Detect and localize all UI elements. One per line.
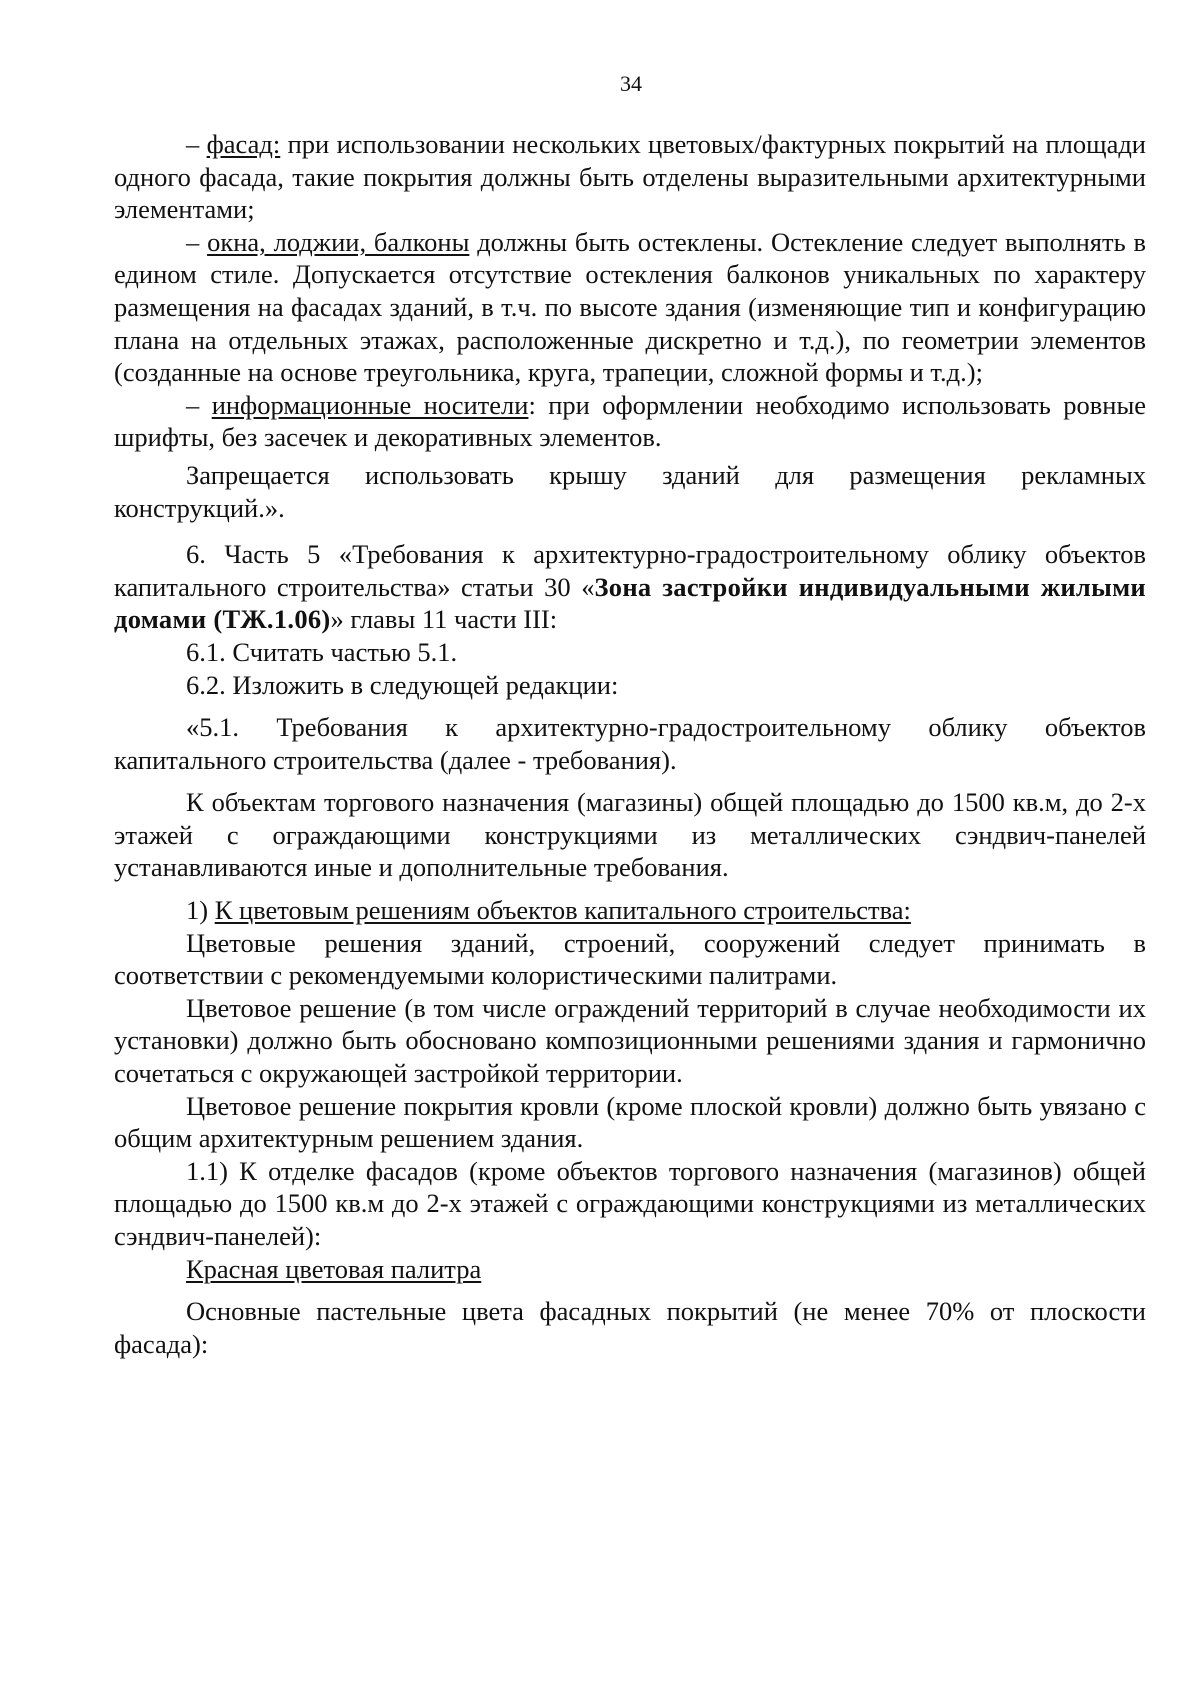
red-palette-heading: Красная цветовая палитра <box>186 1253 482 1284</box>
term-windows: окна, лоджии, балконы <box>207 226 470 257</box>
paragraph-text: при использовании нескольких цветовых/фактурных покрытий на площади одного фасада, такие покрытия должны быть отделены выразительными архитектурными элементами; <box>114 129 1146 225</box>
term-info-carriers: информационные носители <box>211 389 529 420</box>
paragraph-roof-ban: Запрещается использовать крышу зданий для размещения рекламных конструкций.». <box>114 459 1146 523</box>
paragraph-color-heading <box>114 894 1146 927</box>
color-heading: К цветовым решениям объектов капитального строительства: <box>214 895 911 926</box>
paragraph-item-6-1: 6.1. Считать частью 5.1. <box>186 636 458 667</box>
dash: – <box>186 389 212 420</box>
paragraph-trade-objects: К объектам торгового назначения (магазины) общей площадью до 1500 кв.м, до 2-х этажей с ограждающими конструкциями из металлических сэндвич-панелей устанавливаются иные и дополнительные требования. <box>114 787 1146 883</box>
dash: – <box>186 226 208 257</box>
document-body <box>114 128 1146 1360</box>
paragraph-info-carriers <box>114 389 1146 454</box>
paragraph-item-6 <box>114 538 1146 636</box>
paragraph-facade <box>114 128 1146 226</box>
paragraph-color-fences: Цветовое решение (в том числе ограждений территорий в случае необходимости их установки) должно быть обосновано композиционными решениями здания и гармонично сочетаться с окружающей застройкой территории. <box>114 992 1146 1089</box>
paragraph-red-palette <box>114 1253 1146 1286</box>
paragraph-roof-color: Цветовое решение покрытия кровли (кроме плоской кровли) должно быть увязано с общим архитектурным решением здания. <box>114 1090 1146 1154</box>
paragraph-color-solutions: Цветовые решения зданий, строений, сооружений следует принимать в соответствии с рекомендуемыми колористическими палитрами. <box>114 927 1146 991</box>
paragraph-text: должны быть остеклены. Остекление следует выполнять в едином стиле. Допускается отсутствие остекления балконов уникальных по характеру размещения на фасадах зданий, в т.ч. по высоте здания (изменяющие тип и конфигурацию плана на отдельных этажах, расположенные дискретно и т.д.), по геометрии элементов (созданные на основе треугольника, круга, трапеции, сложной формы и т.д.); <box>114 226 1146 388</box>
paragraph-text: : при оформлении необходимо использовать ровные шрифты, без засечек и декоративных элементов. <box>114 389 1147 453</box>
paragraph-item-1-1: 1.1) К отделке фасадов (кроме объектов торгового назначения (магазинов) общей площадью до 1500 кв.м до 2-х этажей с ограждающими конструкциями из металлических сэндвич-панелей): <box>114 1155 1146 1251</box>
paragraph-item-6-2: 6.2. Изложить в следующей редакции: <box>186 669 619 700</box>
page-number: 34 <box>620 71 642 96</box>
paragraph-text: » главы 11 части III: <box>330 604 558 635</box>
paragraph-item-5-1: «5.1. Требования к архитектурно-градостроительному облику объектов капитального строительства (далее - требования). <box>114 712 1146 775</box>
paragraph-pastel-colors: Основные пастельные цвета фасадных покрытий (не менее 70% от плоскости фасада): <box>114 1296 1146 1359</box>
term-facade: фасад: <box>206 129 281 159</box>
paragraph-windows <box>114 226 1146 389</box>
dash: – <box>186 129 207 159</box>
list-prefix: 1) <box>186 895 215 926</box>
paragraph-text: 6. Часть 5 «Требования к архитектурно-градостроительному облику объектов капитального строительства» статьи 30 « <box>114 539 1146 602</box>
zone-title: Зона застройки индивидуальными жилыми домами (ТЖ.1.06) <box>114 571 1146 635</box>
